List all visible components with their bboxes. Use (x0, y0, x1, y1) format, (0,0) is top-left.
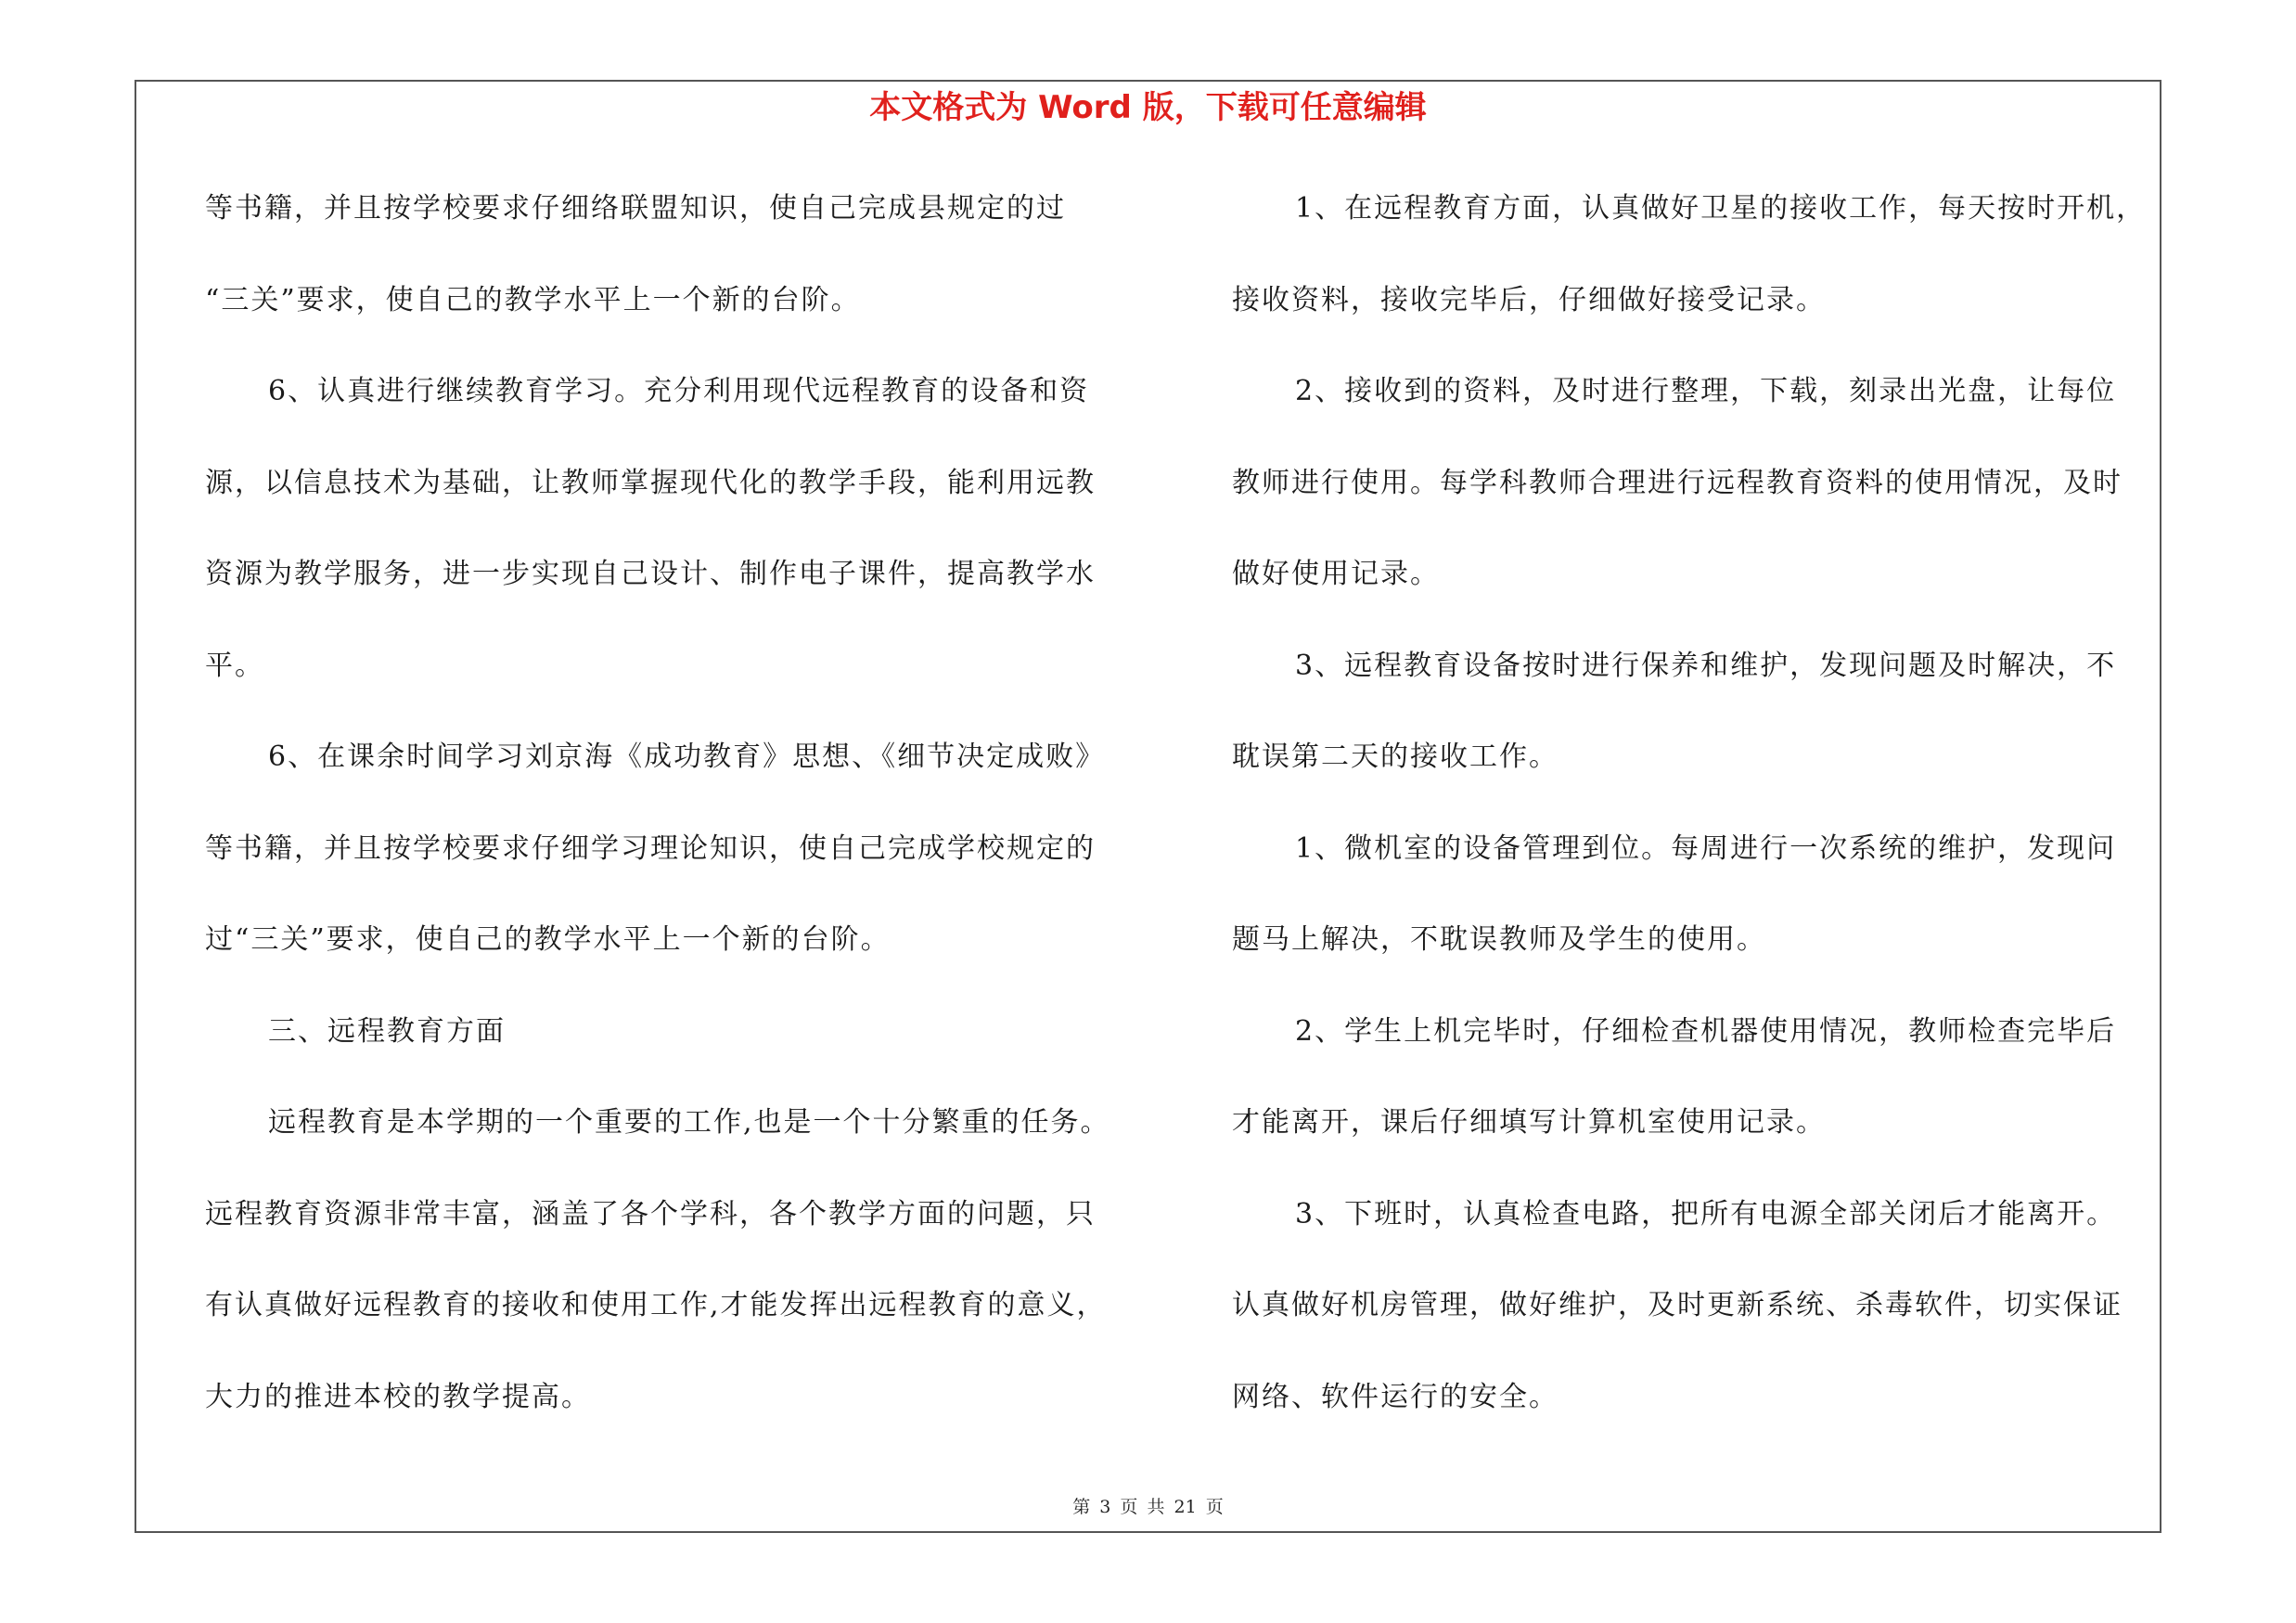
text-line: 6、在课余时间学习刘京海《成功教育》思想、《细节决定成败》 (268, 741, 1106, 773)
text-line: 大力的推进本校的教学提高。 (205, 1380, 591, 1413)
text-line: 认真做好机房管理，做好维护，及时更新系统、杀毒软件，切实保证 (1232, 1289, 2123, 1321)
text-line: 网络、软件运行的安全。 (1232, 1380, 1558, 1413)
left-column (205, 182, 1151, 1462)
text-line: 才能离开，课后仔细填写计算机室使用记录。 (1232, 1106, 1826, 1139)
text-line: 1、在远程教育方面，认真做好卫星的接收工作，每天按时开机， (1295, 192, 2147, 225)
text-line: 过“三关”要求，使自己的教学水平上一个新的台阶。 (205, 923, 891, 956)
text-line: 平。 (205, 649, 264, 682)
page-number-footer: 第 3 页 共 21 页 (1072, 1497, 1224, 1517)
text-line: 1、微机室的设备管理到位。每周进行一次系统的维护，发现问 (1295, 831, 2117, 865)
section-heading: 三、远程教育方面 (268, 1014, 506, 1048)
text-line: 2、学生上机完毕时，仔细检查机器使用情况，教师检查完毕后 (1295, 1014, 2117, 1048)
text-line: 3、远程教育设备按时进行保养和维护，发现问题及时解决，不 (1295, 649, 2117, 682)
text-line: 2、接收到的资料，及时进行整理，下载，刻录出光盘，让每位 (1295, 375, 2117, 407)
text-line: 有认真做好远程教育的接收和使用工作,才能发挥出远程教育的意义， (205, 1289, 1107, 1321)
text-line: “三关”要求，使自己的教学水平上一个新的台阶。 (205, 283, 861, 316)
document-header-title: 本文格式为 Word 版，下载可任意编辑 (869, 89, 1427, 126)
text-line: 3、下班时，认真检查电路，把所有电源全部关闭后才能离开。 (1295, 1197, 2117, 1230)
text-line: 等书籍，并且按学校要求仔细络联盟知识，使自己完成县规定的过 (205, 192, 1066, 225)
text-line: 耽误第二天的接收工作。 (1232, 741, 1558, 773)
text-line: 教师进行使用。每学科教师合理进行远程教育资料的使用情况，及时 (1232, 466, 2123, 499)
right-column (1232, 182, 2160, 1462)
text-line: 远程教育资源非常丰富，涵盖了各个学科，各个教学方面的问题，只 (205, 1197, 1096, 1230)
text-line: 资源为教学服务，进一步实现自己设计、制作电子课件，提高教学水 (205, 558, 1096, 590)
text-line: 做好使用记录。 (1232, 558, 1440, 590)
text-line: 源，以信息技术为基础，让教师掌握现代化的教学手段，能利用远教 (205, 466, 1096, 499)
text-line: 6、认真进行继续教育学习。充分利用现代远程教育的设备和资 (268, 375, 1090, 407)
text-line: 接收资料，接收完毕后，仔细做好接受记录。 (1232, 283, 1826, 316)
text-line: 等书籍，并且按学校要求仔细学习理论知识，使自己完成学校规定的 (205, 831, 1096, 865)
text-line: 题马上解决，不耽误教师及学生的使用。 (1232, 923, 1766, 956)
text-line: 远程教育是本学期的一个重要的工作,也是一个十分繁重的任务。 (268, 1106, 1110, 1139)
